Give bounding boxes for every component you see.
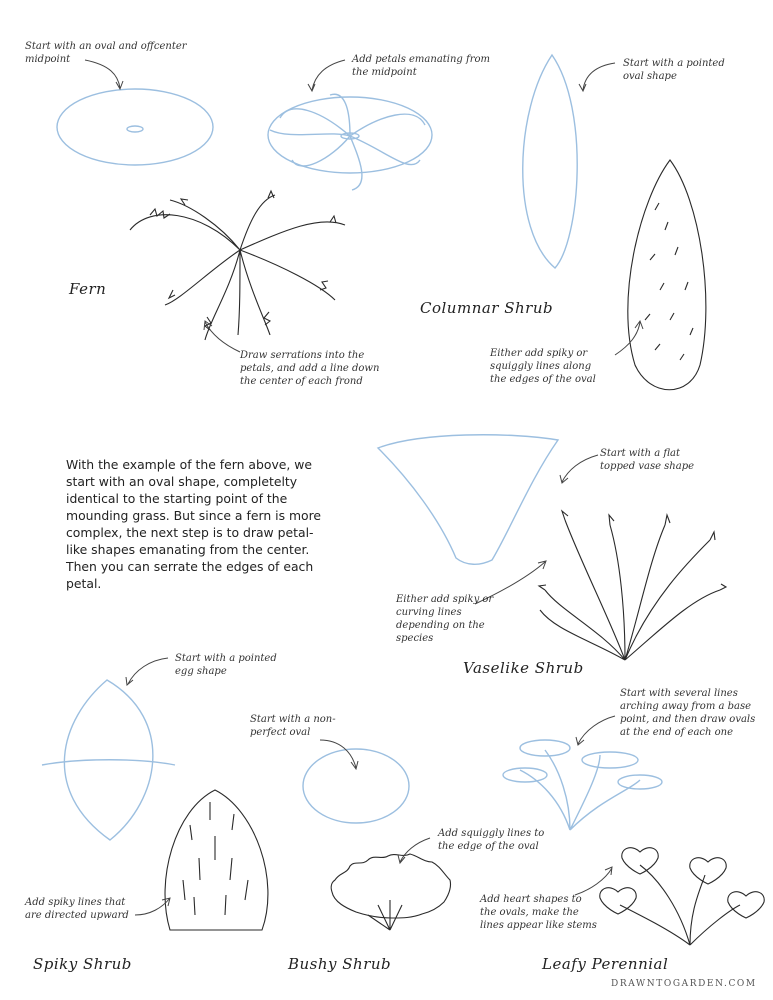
leafy-sketch [503,740,662,830]
site-footer: DRAWNTOGARDEN.COM [611,979,757,989]
title-leafy-perennial: Leafy Perennial [542,955,669,973]
fern-drawing [130,191,345,340]
title-fern: Fern [69,280,107,298]
title-columnar-shrub: Columnar Shrub [420,299,554,317]
note-petals: Add petals emanating from the midpoint [352,54,490,78]
note-egg-start: Start with a pointed egg shape [175,653,277,677]
bushy-oval-sketch [303,749,409,823]
note-arching-lines: Start with several lines arching away from a base point, and then draw ovals at the end of each one [620,688,756,738]
note-heart-shapes: Add heart shapes to the ovals, make the lines appear like stems [480,894,597,931]
note-serrations: Draw serrations into the petals, and add a line down the center of each frond [240,350,380,387]
note-spiky-upward: Add spiky lines that are directed upward [25,897,129,921]
egg-sketch [42,680,175,840]
body-paragraph: With the example of the fern above, we start with an oval shape, completelty identical to the starting point of the mounding grass. But since a fern is more complex, the next step is to draw petal-like shapes emanating from the center. Then you can serrate the edges of each petal. [66,457,322,591]
vase-sketch [378,435,558,565]
columnar-shrub-drawing [628,160,706,390]
columnar-oval-sketch [523,55,577,268]
note-oval-start: Start with an oval and offcenter midpoint [25,41,187,65]
note-spiky-edges: Either add spiky or squiggly lines along the edges of the oval [490,348,596,385]
note-vase-start: Start with a flat topped vase shape [600,448,695,472]
note-nonperfect-oval: Start with a non-perfect oval [250,714,336,738]
fern-petals-sketch [268,94,432,190]
note-squiggly: Add squiggly lines to the edge of the oval [438,828,545,852]
note-vase-lines: Either add spiky or curving lines depending on the species [396,594,494,644]
title-spiky-shrub: Spiky Shrub [33,955,132,973]
leafy-perennial-drawing [600,848,764,945]
title-vaselike-shrub: Vaselike Shrub [463,659,584,677]
vaselike-shrub-drawing [539,511,726,660]
bushy-shrub-drawing [331,854,450,930]
note-pointed-oval: Start with a pointed oval shape [623,58,725,82]
spiky-shrub-drawing [165,790,268,930]
fern-oval-sketch [57,89,213,165]
title-bushy-shrub: Bushy Shrub [288,955,392,973]
